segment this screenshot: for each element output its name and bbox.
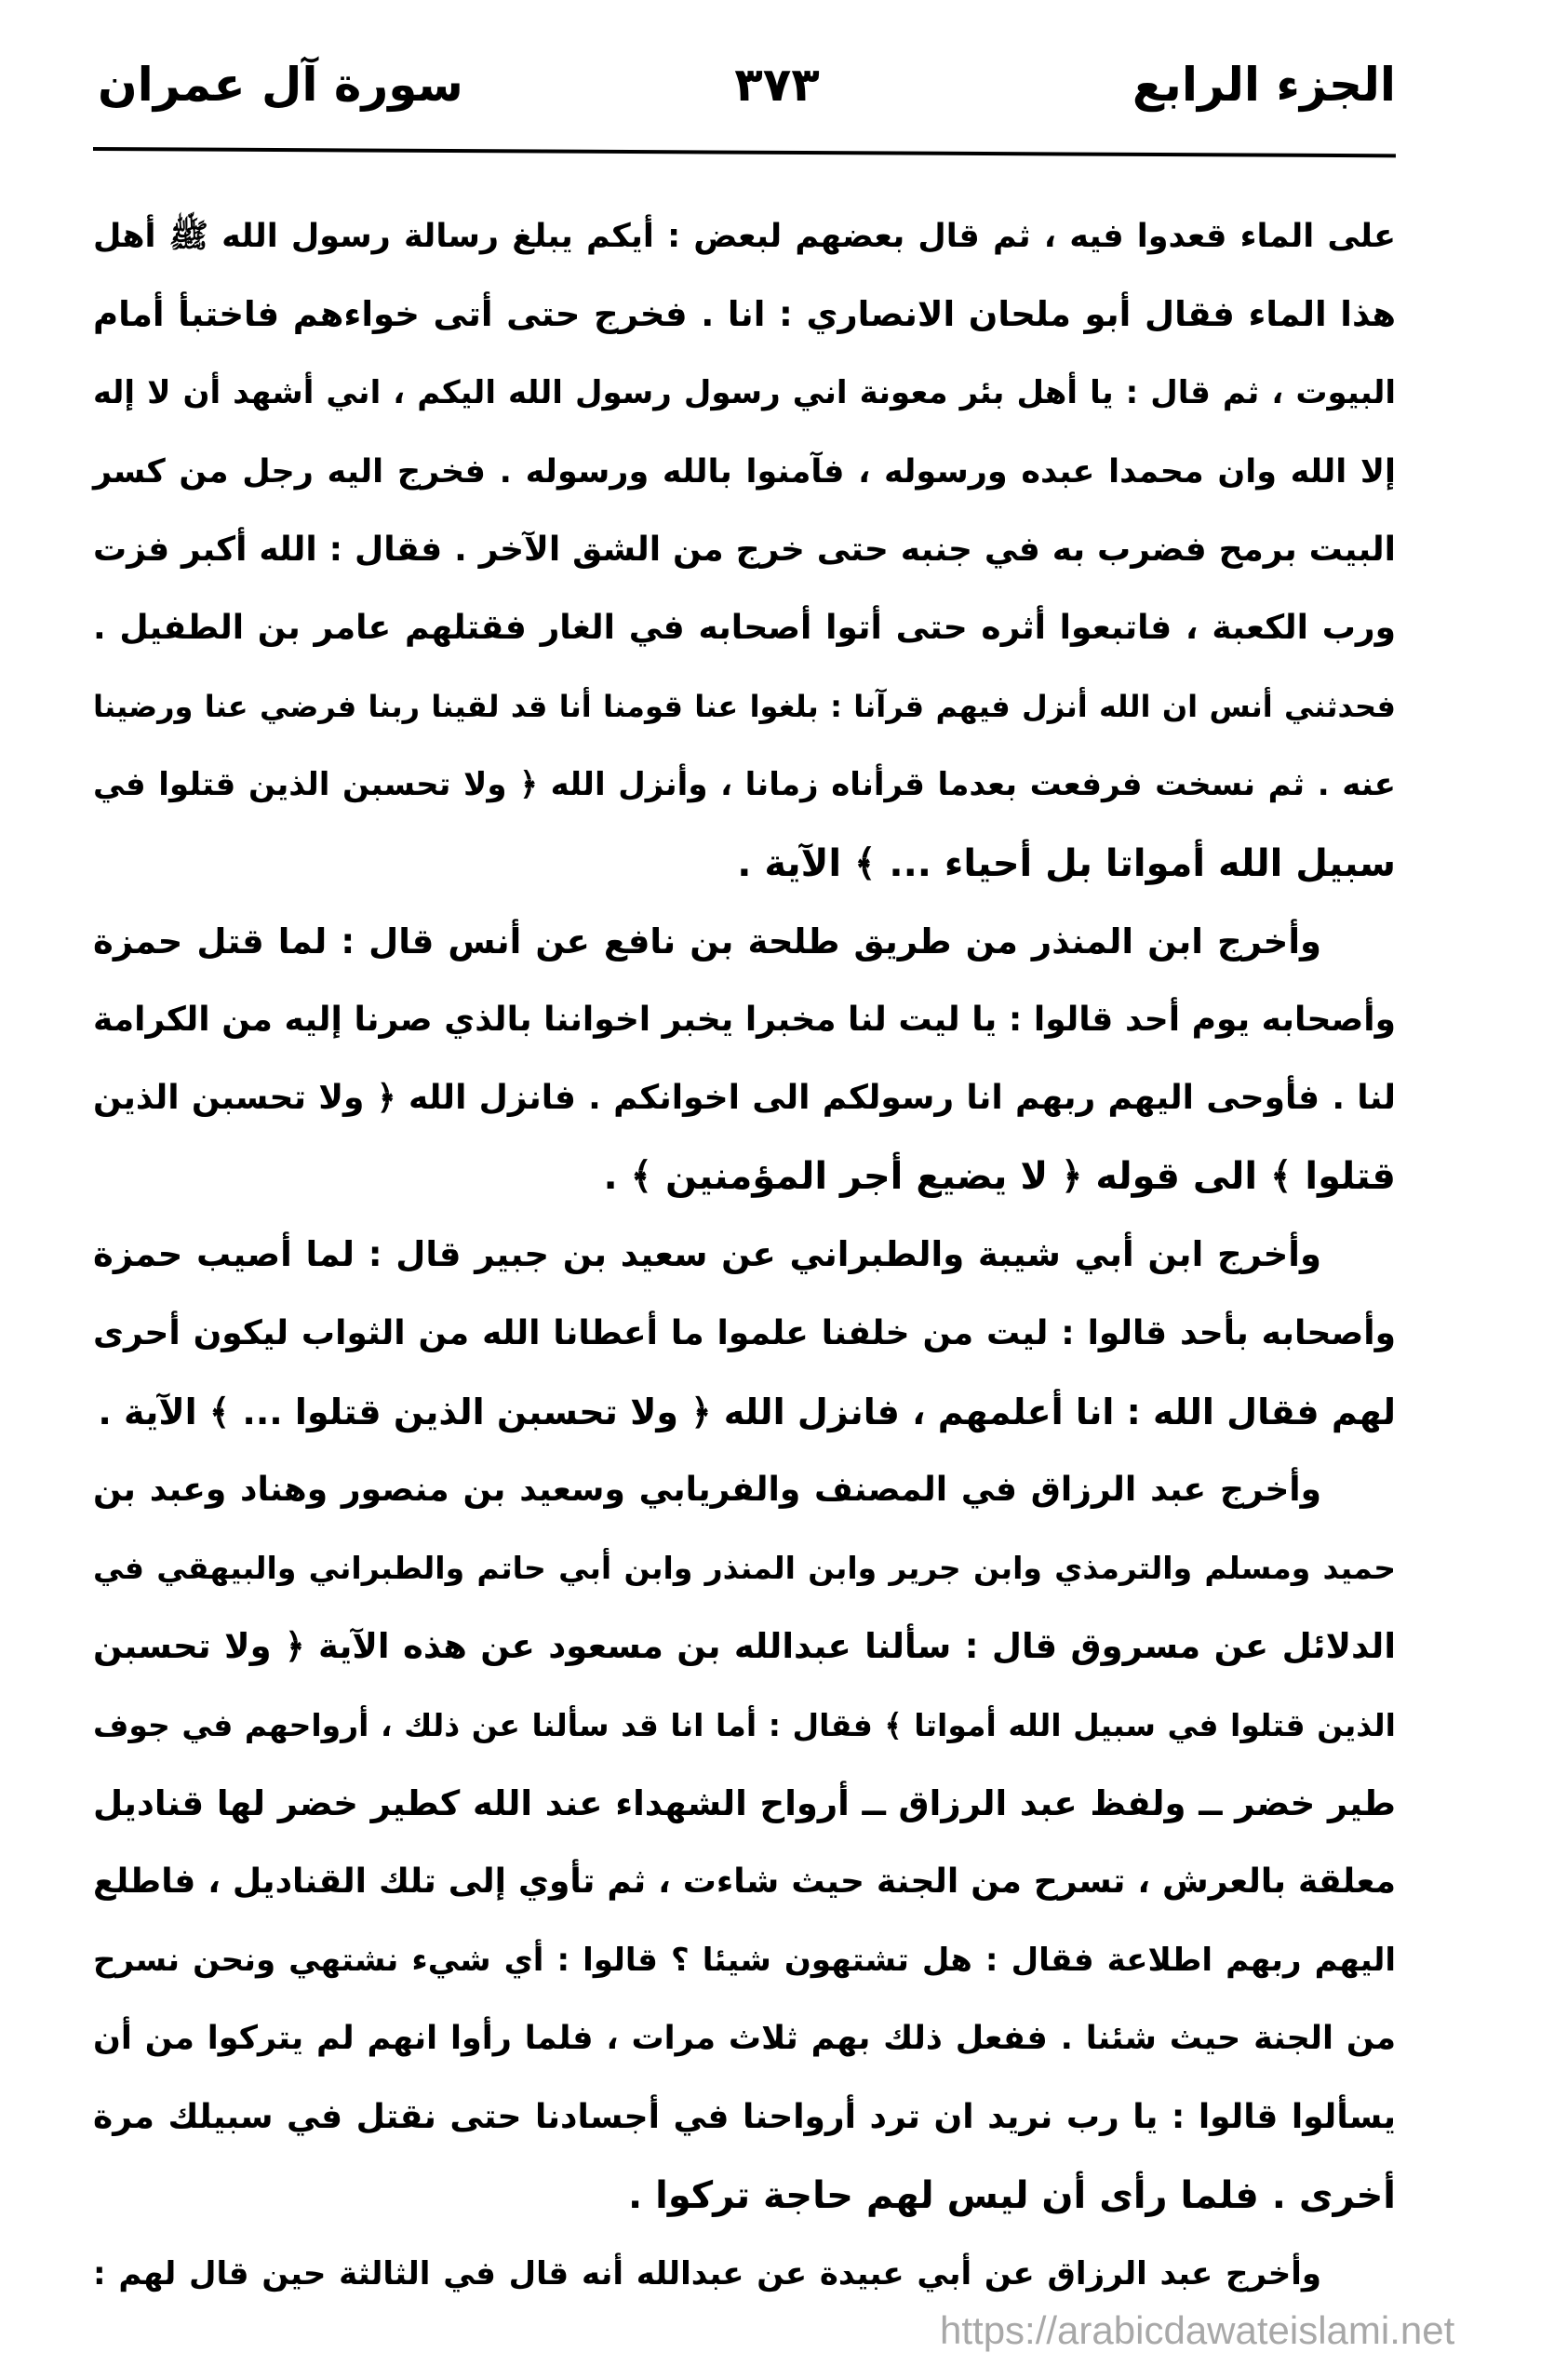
watermark-url: https://arabicdawateislami.net bbox=[940, 2308, 1455, 2352]
page-body-text bbox=[93, 197, 1396, 2313]
text-line: ورب الكعبة ، فاتبعوا أثره حتى أتوا أصحابه في الغار فقتلهم عامر بن الطفيل . bbox=[93, 608, 1396, 647]
text-line: وأخرج عبد الرزاق في المصنف والفريابي وسعيد بن منصور وهناد وعبد بن bbox=[93, 1471, 1321, 1509]
text-line: وأصحابه بأحد قالوا : ليت من خلفنا علموا ما أعطانا الله من الثواب ليكون أحرى bbox=[93, 1313, 1396, 1352]
text-line: وأخرج ابن أبي شيبة والطبراني عن سعيد بن جبير قال : لما أصيب حمزة bbox=[93, 1234, 1321, 1275]
text-line: وأخرج ابن المنذر من طريق طلحة بن نافع عن أنس قال : لما قتل حمزة bbox=[93, 921, 1321, 961]
text-line: لنا . فأوحى اليهم ربهم انا رسولكم الى اخوانكم . فانزل الله ﴿ ولا تحسبن الذين bbox=[93, 1079, 1396, 1118]
page-number: ٣٧٣ bbox=[734, 58, 820, 112]
text-line: معلقة بالعرش ، تسرح من الجنة حيث شاءت ، ثم تأوي إلى تلك القناديل ، فاطلع bbox=[93, 1862, 1396, 1901]
running-header-surah: سورة آل عمران bbox=[98, 58, 463, 112]
text-line: قتلوا ﴾ الى قوله ﴿ لا يضيع أجر المؤمنين ﴾ . bbox=[603, 1155, 1396, 1199]
header-rule bbox=[93, 147, 1396, 157]
text-line: فحدثني أنس ان الله أنزل فيهم قرآنا : بلغوا عنا قومنا أنا قد لقينا ربنا فرضي عنا ورضينا bbox=[93, 689, 1396, 725]
text-line: يسألوا قالوا : يا رب نريد ان ترد أرواحنا في أجسادنا حتى نقتل في سبيلك مرة bbox=[93, 2097, 1396, 2136]
text-line: وأخرج عبد الرزاق عن أبي عبيدة عن عبدالله أنه قال في الثالثة حين قال لهم : bbox=[93, 2254, 1321, 2293]
text-line: هذا الماء فقال أبو ملحان الانصاري : انا . فخرج حتى أتى خواءهم فاختبأ أمام bbox=[93, 294, 1396, 335]
text-line: سبيل الله أمواتا بل أحياء ... ﴾ الآية . bbox=[737, 841, 1396, 885]
text-line: اليهم ربهم اطلاعة فقال : هل تشتهون شيئا ؟ قالوا : أي شيء نشتهي ونحن نسرح bbox=[93, 1942, 1396, 1980]
text-line: الدلائل عن مسروق قال : سألنا عبدالله بن مسعود عن هذه الآية ﴿ ولا تحسبن bbox=[93, 1626, 1396, 1667]
text-line: البيوت ، ثم قال : يا أهل بئر معونة اني رسول رسول الله اليكم ، اني أشهد أن لا إله bbox=[93, 374, 1396, 412]
text-line: حميد ومسلم والترمذي وابن جرير وابن المنذر وابن أبي حاتم والطبراني والبيهقي في bbox=[93, 1550, 1396, 1587]
text-line: على الماء قعدوا فيه ، ثم قال بعضهم لبعض : أيكم يبلغ رسالة رسول الله ﷺ أهل bbox=[93, 218, 1396, 255]
text-line: عنه . ثم نسخت فرفعت بعدما قرأناه زمانا ، وأنزل الله ﴿ ولا تحسبن الذين قتلوا في bbox=[93, 766, 1396, 804]
text-line: أخرى . فلما رأى أن ليس لهم حاجة تركوا . bbox=[628, 2173, 1396, 2217]
text-line: من الجنة حيث شئنا . ففعل ذلك بهم ثلاث مرات ، فلما رأوا انهم لم يتركوا من أن bbox=[93, 2020, 1396, 2058]
text-line: طير خضر ــ ولفظ عبد الرزاق ــ أرواح الشهداء عند الله كطير خضر لها قناديل bbox=[93, 1782, 1396, 1823]
text-line: إلا الله وان محمدا عبده ورسوله ، فآمنوا بالله ورسوله . فخرج اليه رجل من كسر bbox=[93, 452, 1396, 491]
text-line: الذين قتلوا في سبيل الله أمواتا ﴾ فقال : أما انا قد سألنا عن ذلك ، أرواحهم في جوف bbox=[93, 1706, 1396, 1743]
text-line: لهم فقال الله : انا أعلمهم ، فانزل الله ﴿ ولا تحسبن الذين قتلوا ... ﴾ الآية . bbox=[98, 1391, 1396, 1432]
text-line: وأصحابه يوم أحد قالوا : يا ليت لنا مخبرا يخبر اخواننا بالذي صرنا إليه من الكرامة bbox=[93, 1000, 1396, 1039]
text-line: البيت برمح فضرب به في جنبه حتى خرج من الشق الآخر . فقال : الله أكبر فزت bbox=[93, 530, 1396, 569]
running-header-part: الجزء الرابع bbox=[1132, 58, 1396, 112]
